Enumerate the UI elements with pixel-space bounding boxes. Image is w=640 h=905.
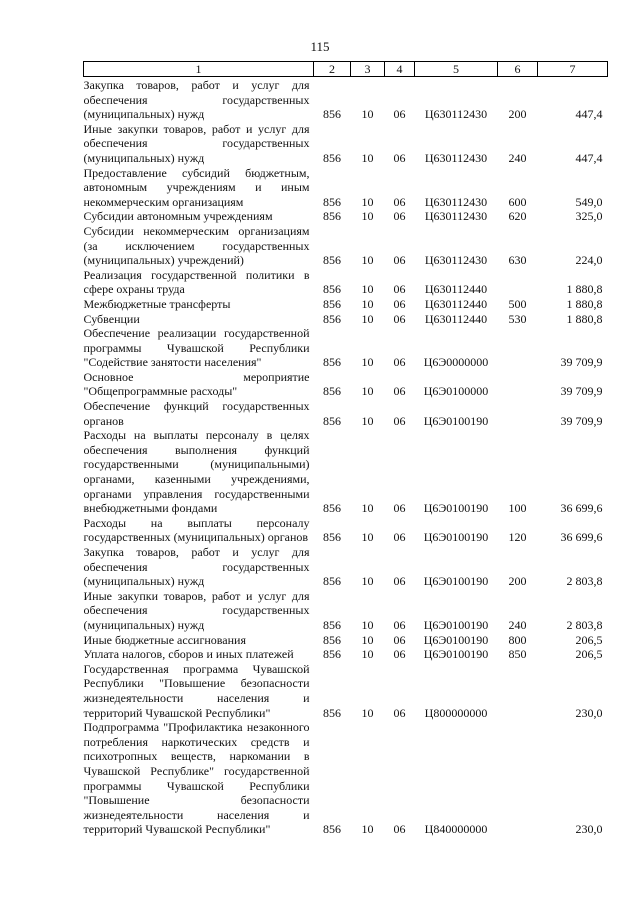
row-target-code: Ц6Э0100190 — [423, 647, 489, 662]
row-target-code: Ц800000000 — [424, 705, 488, 720]
header-col-7: 7 — [538, 62, 608, 77]
row-target-code: Ц6Э0000000 — [423, 355, 489, 370]
row-name: Иные закупки товаров, работ и услуг для обеспечения государственных (муниципальных) нужд — [83, 121, 310, 165]
row-target-code: Ц6Э0100190 — [423, 632, 489, 647]
header-col-4: 4 — [385, 62, 415, 77]
row-subsection-code: 06 — [393, 413, 406, 428]
row-subsection-code: 06 — [393, 530, 406, 545]
table-row — [84, 589, 608, 633]
row-name: Реализация государственной политики в сфере охраны труда — [83, 267, 310, 297]
row-ministry-code: 856 — [323, 282, 341, 297]
row-subsection-code: 06 — [393, 647, 406, 662]
row-expense-type: 630 — [508, 253, 527, 268]
row-section-code: 10 — [361, 107, 374, 122]
row-name: Закупка товаров, работ и услуг для обеспечения государственных (муниципальных) нужд — [83, 78, 310, 122]
row-expense-type: 620 — [508, 209, 527, 224]
row-target-code: Ц6Э0100190 — [423, 530, 489, 545]
table-row — [84, 326, 608, 370]
row-subsection-code: 06 — [393, 311, 406, 326]
row-amount: 447,4 — [575, 107, 603, 122]
row-subsection-code: 06 — [393, 296, 406, 311]
row-subsection-code: 06 — [393, 282, 406, 297]
row-expense-type — [498, 720, 538, 837]
row-target-code: Ц630112440 — [424, 282, 488, 297]
row-amount: 230,0 — [575, 705, 603, 720]
row-amount: 36 699,6 — [560, 530, 603, 545]
table-row — [84, 297, 608, 312]
budget-table — [83, 61, 608, 837]
row-name: Межбюджетные трансферты — [83, 296, 231, 311]
row-target-code: Ц630112440 — [424, 311, 488, 326]
row-amount: 224,0 — [575, 253, 603, 268]
row-subsection-code: 06 — [393, 705, 406, 720]
row-ministry-code: 856 — [323, 311, 341, 326]
row-section-code: 10 — [361, 413, 374, 428]
row-ministry-code: 856 — [323, 647, 341, 662]
row-section-code: 10 — [361, 282, 374, 297]
page-number: 115 — [310, 39, 330, 54]
table-row — [84, 77, 608, 122]
row-target-code: Ц6Э0100190 — [423, 617, 489, 632]
row-section-code: 10 — [361, 384, 374, 399]
row-target-code: Ц6Э0100190 — [423, 413, 489, 428]
row-ministry-code: 856 — [323, 253, 341, 268]
row-expense-type: 240 — [508, 150, 527, 165]
row-subsection-code: 06 — [393, 194, 406, 209]
row-ministry-code: 856 — [323, 384, 341, 399]
row-expense-type: 500 — [508, 296, 527, 311]
row-amount: 230,0 — [575, 822, 603, 837]
row-expense-type — [498, 370, 538, 399]
row-name: Уплата налогов, сборов и иных платежей — [83, 647, 294, 662]
row-section-code: 10 — [361, 194, 374, 209]
row-amount: 1 880,8 — [566, 311, 603, 326]
table-row — [84, 224, 608, 268]
row-expense-type — [498, 662, 538, 720]
row-section-code: 10 — [361, 705, 374, 720]
table-row — [84, 370, 608, 399]
row-target-code: Ц630112430 — [424, 209, 488, 224]
row-expense-type: 200 — [508, 107, 527, 122]
row-amount: 206,5 — [575, 647, 603, 662]
row-amount: 2 803,8 — [566, 617, 603, 632]
row-target-code: Ц630112430 — [424, 107, 488, 122]
row-expense-type: 530 — [508, 311, 527, 326]
row-name: Обеспечение функций государственных органов — [83, 399, 310, 428]
row-name: Субсидии некоммерческим организациям (за исключением государственных (муниципальных) учреждений) — [83, 223, 310, 268]
row-subsection-code: 06 — [393, 107, 406, 122]
table-row — [84, 516, 608, 545]
table-body — [84, 77, 608, 837]
row-subsection-code: 06 — [393, 617, 406, 632]
row-section-code: 10 — [361, 574, 374, 589]
row-target-code: Ц6Э0100190 — [423, 574, 489, 589]
row-target-code: Ц630112430 — [424, 194, 488, 209]
row-expense-type: 120 — [508, 530, 527, 545]
row-name: Субвенции — [83, 311, 140, 326]
row-subsection-code: 06 — [393, 253, 406, 268]
row-ministry-code: 856 — [323, 822, 341, 837]
row-name: Предоставление субсидий бюджетным, автономным учреждениям и иным некоммерческим организациям — [83, 165, 310, 209]
table-row — [84, 166, 608, 210]
row-target-code: Ц6Э0100000 — [423, 384, 489, 399]
row-subsection-code: 06 — [393, 355, 406, 370]
row-target-code: Ц840000000 — [424, 822, 488, 837]
row-target-code: Ц630112430 — [424, 253, 488, 268]
row-section-code: 10 — [361, 253, 374, 268]
row-name: Иные бюджетные ассигнования — [83, 632, 246, 647]
row-section-code: 10 — [361, 355, 374, 370]
table-row — [84, 312, 608, 327]
table-row — [84, 545, 608, 589]
row-amount: 39 709,9 — [560, 355, 603, 370]
row-amount: 39 709,9 — [560, 384, 603, 399]
row-target-code: Ц630112430 — [424, 150, 488, 165]
row-target-code: Ц630112440 — [424, 296, 488, 311]
header-col-6: 6 — [498, 62, 538, 77]
row-section-code: 10 — [361, 209, 374, 224]
table-row — [84, 209, 608, 224]
header-col-5: 5 — [415, 62, 498, 77]
row-expense-type: 800 — [508, 632, 527, 647]
row-section-code: 10 — [361, 150, 374, 165]
row-section-code: 10 — [361, 501, 374, 516]
row-name: Иные закупки товаров, работ и услуг для обеспечения государственных (муниципальных) нужд — [83, 588, 310, 632]
table-row — [84, 647, 608, 662]
row-section-code: 10 — [361, 530, 374, 545]
table-row — [84, 720, 608, 837]
row-amount: 2 803,8 — [566, 574, 603, 589]
row-section-code: 10 — [361, 617, 374, 632]
row-ministry-code: 856 — [323, 501, 341, 516]
row-ministry-code: 856 — [323, 150, 341, 165]
row-section-code: 10 — [361, 311, 374, 326]
table-row — [84, 268, 608, 297]
row-name: Основное мероприятие "Общепрограммные расходы" — [83, 369, 310, 399]
header-col-2: 2 — [314, 62, 351, 77]
row-amount: 549,0 — [575, 194, 603, 209]
row-name: Подпрограмма "Профилактика незаконного потребления наркотических средств и психотропных веществ, наркомании в Чувашской Республике" государственной программы Чувашской Республики "Повышение безопасности жизнедеятельности населения и территорий Чувашской Республики" — [83, 720, 310, 837]
row-expense-type: 100 — [508, 501, 527, 516]
row-amount: 36 699,6 — [560, 501, 603, 516]
row-ministry-code: 856 — [323, 355, 341, 370]
row-name: Обеспечение реализации государственной программы Чувашской Республики "Содействие занятости населения" — [83, 326, 310, 370]
row-ministry-code: 856 — [323, 530, 341, 545]
row-ministry-code: 856 — [323, 194, 341, 209]
row-amount: 447,4 — [575, 150, 603, 165]
row-expense-type: 200 — [508, 574, 527, 589]
row-ministry-code: 856 — [323, 296, 341, 311]
row-ministry-code: 856 — [323, 107, 341, 122]
row-name: Закупка товаров, работ и услуг для обеспечения государственных (муниципальных) нужд — [83, 545, 310, 589]
row-name: Расходы на выплаты персоналу государственных (муниципальных) органов — [83, 515, 310, 545]
row-expense-type: 600 — [508, 194, 527, 209]
row-section-code: 10 — [361, 632, 374, 647]
table-row — [84, 633, 608, 648]
row-amount: 1 880,8 — [566, 296, 603, 311]
table-row — [84, 662, 608, 720]
row-ministry-code: 856 — [323, 705, 341, 720]
row-expense-type — [498, 326, 538, 370]
table-row — [84, 399, 608, 428]
row-subsection-code: 06 — [393, 501, 406, 516]
header-col-3: 3 — [351, 62, 385, 77]
row-section-code: 10 — [361, 822, 374, 837]
row-subsection-code: 06 — [393, 384, 406, 399]
row-ministry-code: 856 — [323, 574, 341, 589]
row-amount: 206,5 — [575, 632, 603, 647]
row-ministry-code: 856 — [323, 632, 341, 647]
row-section-code: 10 — [361, 296, 374, 311]
row-section-code: 10 — [361, 647, 374, 662]
row-subsection-code: 06 — [393, 632, 406, 647]
row-ministry-code: 856 — [323, 209, 341, 224]
header-col-1: 1 — [84, 62, 314, 77]
row-ministry-code: 856 — [323, 413, 341, 428]
table-header — [84, 62, 608, 77]
row-expense-type: 850 — [508, 647, 527, 662]
row-subsection-code: 06 — [393, 822, 406, 837]
row-expense-type — [498, 399, 538, 428]
row-name: Субсидии автономным учреждениям — [83, 209, 273, 224]
row-amount: 325,0 — [575, 209, 603, 224]
row-subsection-code: 06 — [393, 209, 406, 224]
row-ministry-code: 856 — [323, 617, 341, 632]
row-amount: 1 880,8 — [566, 282, 603, 297]
table-row — [84, 122, 608, 166]
table-row — [84, 428, 608, 516]
row-subsection-code: 06 — [393, 574, 406, 589]
row-target-code: Ц6Э0100190 — [423, 501, 489, 516]
row-expense-type — [498, 268, 538, 297]
row-subsection-code: 06 — [393, 150, 406, 165]
row-name: Государственная программа Чувашской Республики "Повышение безопасности жизнедеятельности населения и территорий Чувашской Республики" — [83, 661, 310, 720]
row-name: Расходы на выплаты персоналу в целях обеспечения выполнения функций государственными (муниципальными) органами, казенными учреждениями, органами управления государственными внебюджетными фондами — [83, 428, 310, 516]
row-expense-type: 240 — [508, 617, 527, 632]
row-amount: 39 709,9 — [560, 413, 603, 428]
